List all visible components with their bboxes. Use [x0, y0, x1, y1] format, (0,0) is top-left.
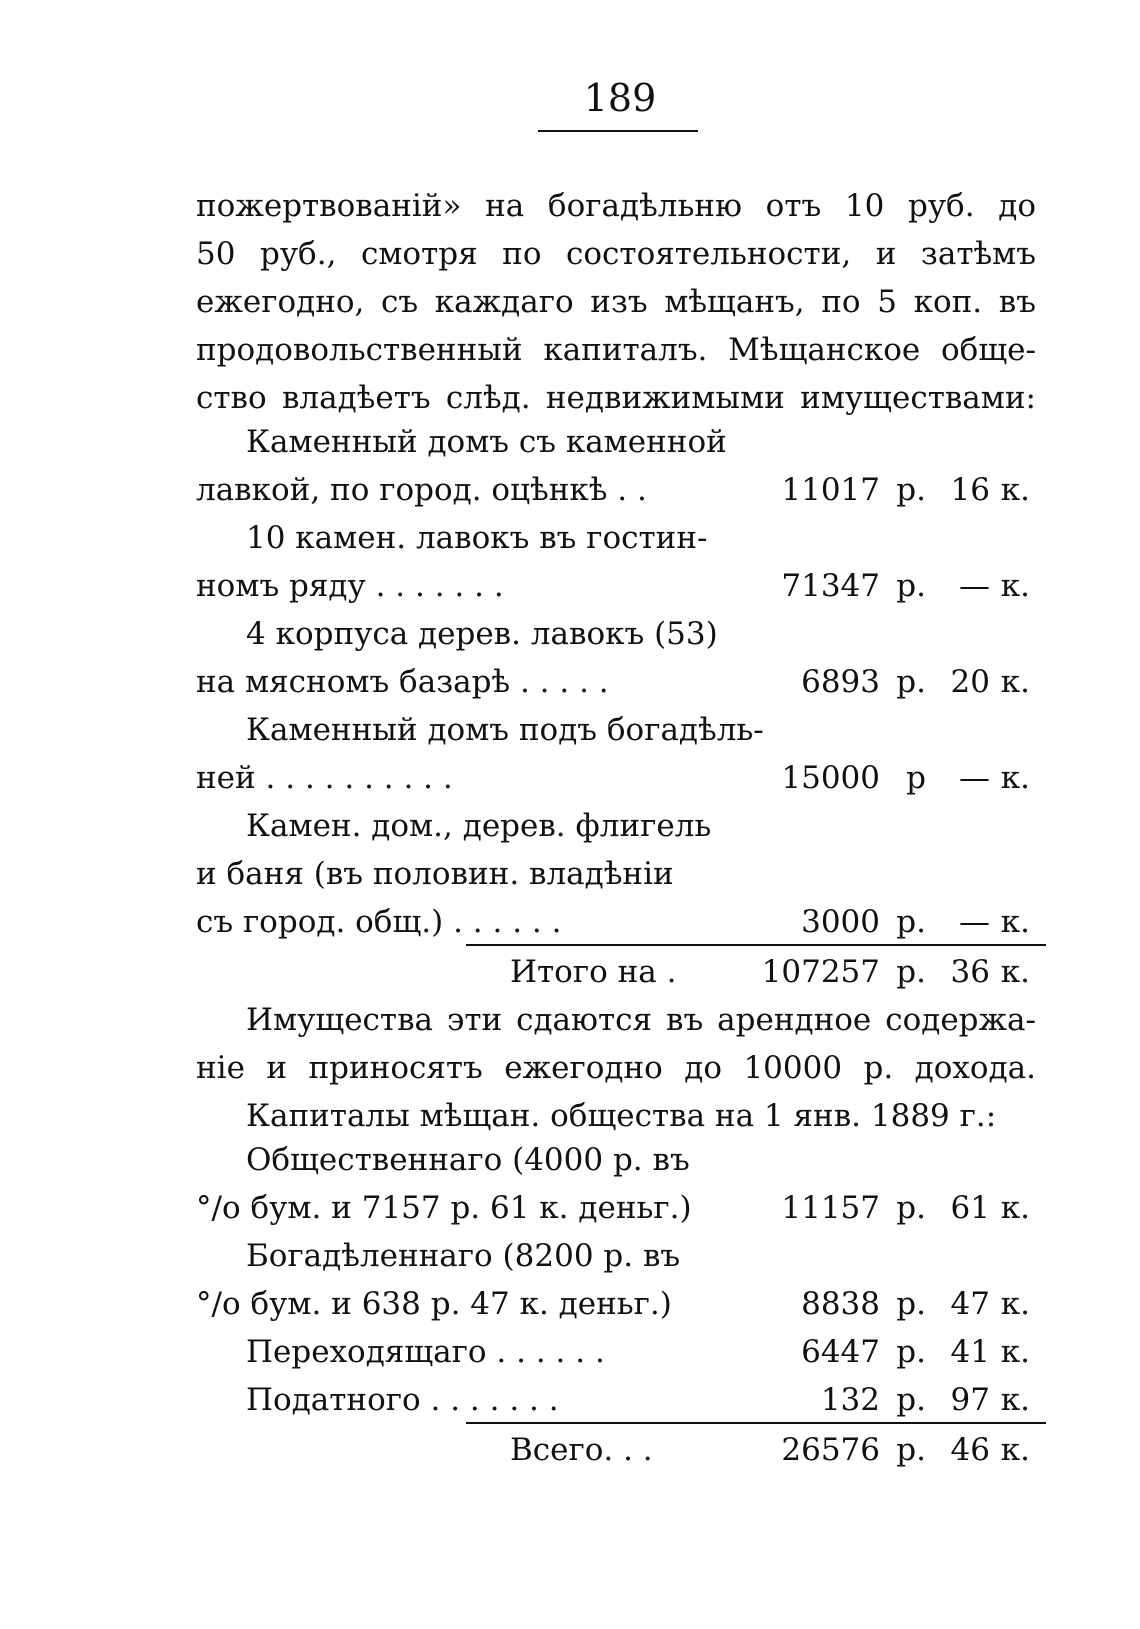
capital-item-desc: °/о бум. и 638 р. 47 к. деньг.)	[196, 1286, 672, 1322]
capital-item-desc: Общественнаго (4000 р. въ	[246, 1142, 690, 1178]
property-item-desc: съ город. общ.) . . . . . .	[196, 904, 562, 940]
sum-rule	[466, 1422, 1046, 1424]
middle-paragraph	[196, 996, 1036, 1140]
property-item-amount: 6893 р. 20 к.	[801, 664, 1030, 700]
capital-item-amount: 6447 р. 41 к.	[801, 1334, 1030, 1370]
capital-total-amount: 26576 р. 46 к.	[781, 1432, 1030, 1468]
property-item-desc: Камен. дом., дерев. флигель	[246, 808, 712, 844]
capital-total-label: Всего. . .	[510, 1432, 653, 1468]
text-line: ство владѣетъ слѣд. недвижимыми имуществами:	[196, 380, 1036, 416]
property-item-desc: ней . . . . . . . . . .	[196, 760, 453, 796]
capital-item-desc: Податного . . . . . . .	[246, 1382, 559, 1418]
capital-item-desc: °/о бум. и 7157 р. 61 к. деньг.)	[196, 1190, 692, 1226]
property-item-desc: номъ ряду . . . . . . .	[196, 568, 504, 604]
intro-paragraph	[196, 182, 1036, 422]
property-item-desc: 10 камен. лавокъ въ гостин-	[246, 520, 708, 556]
page-number: 189	[583, 76, 657, 120]
sum-rule	[466, 944, 1046, 946]
property-item-amount: 11017 р. 16 к.	[781, 472, 1030, 508]
property-item-desc: Каменный домъ подъ богадѣль-	[246, 712, 764, 748]
property-total-amount: 107257 р. 36 к.	[761, 954, 1030, 990]
property-item-desc: лавкой, по город. оцѣнкѣ . .	[196, 472, 647, 508]
capital-item-desc: Переходящаго . . . . . .	[246, 1334, 605, 1370]
capital-item-amount: 11157 р. 61 к.	[781, 1190, 1030, 1226]
text-line: ніе и приносятъ ежегодно до 10000 р. дохода.	[196, 1050, 1036, 1086]
capital-item-amount: 132 р. 97 к.	[820, 1382, 1030, 1418]
text-line: продовольственный капиталъ. Мѣщанское обще-	[196, 332, 1036, 368]
property-total-label: Итого на .	[510, 954, 677, 990]
capital-item-amount: 8838 р. 47 к.	[801, 1286, 1030, 1322]
capital-item-desc: Богадѣленнаго (8200 р. въ	[246, 1238, 681, 1274]
property-item-amount: 15000 р — к.	[781, 760, 1030, 796]
property-item-amount: 3000 р. — к.	[801, 904, 1030, 940]
property-item-desc: Каменный домъ съ каменной	[246, 424, 727, 460]
text-line: Капиталы мѣщан. общества на 1 янв. 1889 г.:	[246, 1098, 997, 1134]
property-item-desc: и баня (въ половин. владѣніи	[196, 856, 674, 892]
text-line: пожертвованій» на богадѣльню отъ 10 руб. до	[196, 188, 1036, 224]
text-line: 50 руб., смотря по состоятельности, и затѣмъ	[196, 236, 1036, 272]
page-number-rule	[538, 130, 698, 132]
property-item-desc: на мясномъ базарѣ . . . . .	[196, 664, 609, 700]
text-line: ежегодно, съ каждаго изъ мѣщанъ, по 5 коп. въ	[196, 284, 1036, 320]
property-item-amount: 71347 р. — к.	[781, 568, 1030, 604]
text-line: Имущества эти сдаются въ арендное содержа-	[246, 1002, 1036, 1038]
property-item-desc: 4 корпуса дерев. лавокъ (53)	[246, 616, 718, 652]
